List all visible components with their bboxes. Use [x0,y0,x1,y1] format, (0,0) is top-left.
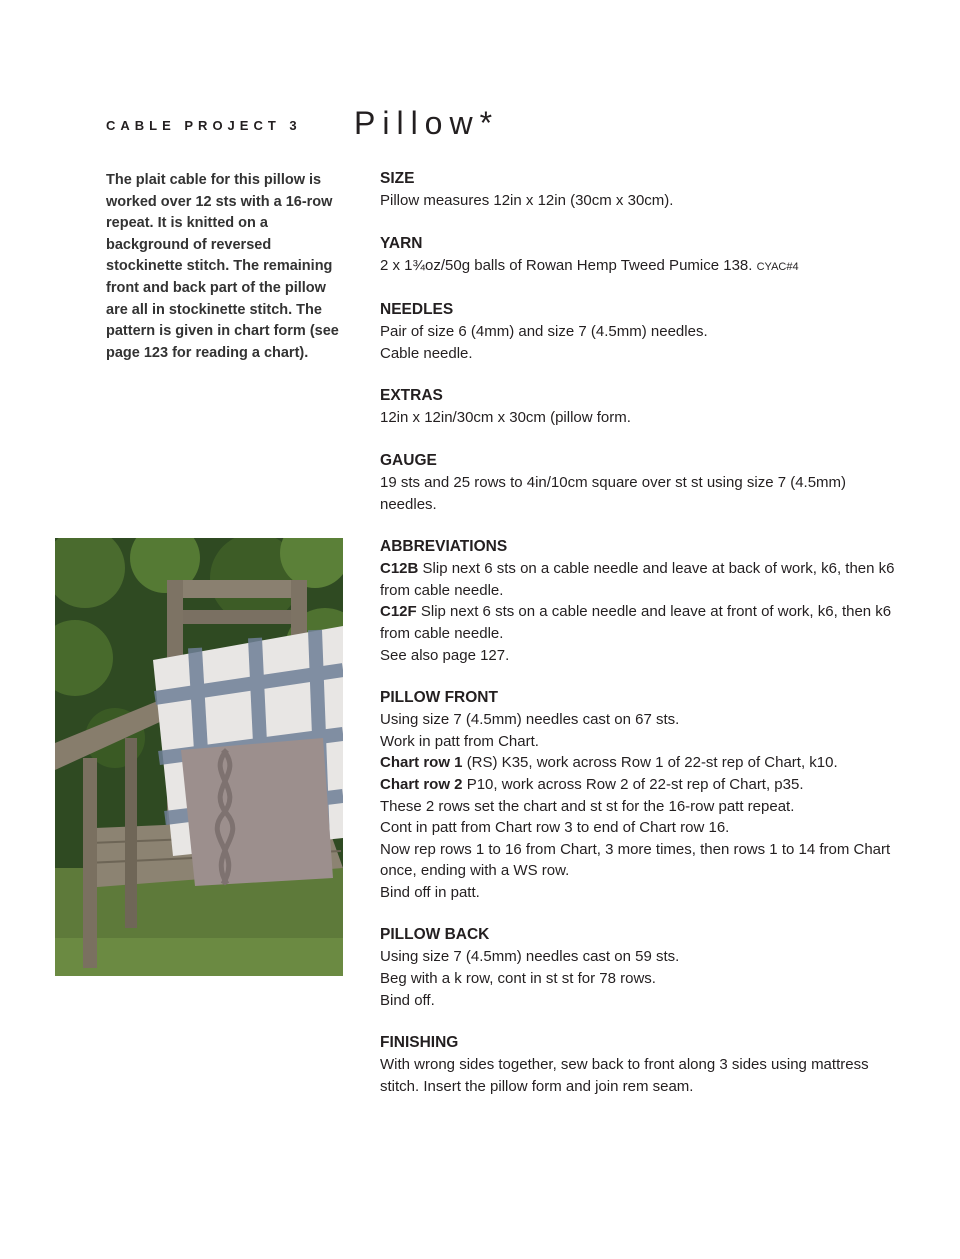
pillow-front-line: Work in patt from Chart. [380,732,539,750]
finishing-text: With wrong sides together, sew back to front along 3 sides using mattress stitch. Insert the pillow form and join rem seam. [380,1056,869,1095]
section-abbreviations [380,536,900,666]
page-title: Pillow* [354,105,500,141]
extras-heading: EXTRAS [380,387,443,405]
pillow-photo [55,538,343,976]
yarn-heading: YARN [380,234,423,252]
gauge-text: 19 sts and 25 rows to 4in/10cm square over st st using size 7 (4.5mm) needles. [380,473,847,513]
needles-line-1: Pair of size 6 (4mm) and size 7 (4.5mm) needles. [380,323,708,341]
section-extras [380,385,900,429]
abbreviation-term: C12F [380,603,417,621]
abbreviation-definition: Slip next 6 sts on a cable needle and leave at front of work, k6, then k6 from cable needle. [380,603,892,642]
needles-heading: NEEDLES [380,301,454,319]
pillow-back-line: Beg with a k row, cont in st st for 78 rows. [380,970,656,988]
abbreviation-term: C12B [380,560,419,578]
extras-text: 12in x 12in/30cm x 30cm (pillow form. [380,409,631,427]
yarn-weight-code: CYAC#4 [756,260,799,273]
chart-row-2 [380,774,900,796]
pillow-back-heading: PILLOW BACK [380,926,490,944]
section-pillow-back [380,924,900,1011]
abbreviations-note: See also page 127. [380,646,510,664]
section-size [380,168,900,212]
abbreviation-definition: Slip next 6 sts on a cable needle and leave at back of work, k6, then k6 from cable needle. [380,560,895,599]
pillow-front-line: Cont in patt from Chart row 3 to end of Chart row 16. [380,819,730,837]
size-text: Pillow measures 12in x 12in (30cm x 30cm). [380,192,674,209]
chart-row-term: Chart row 1 [380,754,463,772]
photo-illustration [55,538,343,976]
section-gauge [380,450,900,515]
pillow-front-line: Now rep rows 1 to 16 from Chart, 3 more times, then rows 1 to 14 from Chart once, ending with a WS row. [380,840,891,880]
needles-line-2: Cable needle. [380,344,473,362]
project-kicker: CABLE PROJECT 3 [106,118,302,133]
pillow-front-line: Using size 7 (4.5mm) needles cast on 67 sts. [380,711,680,729]
finishing-heading: FINISHING [380,1034,459,1052]
pillow-back-line: Using size 7 (4.5mm) needles cast on 59 sts. [380,948,680,966]
yarn-text [380,255,900,279]
section-needles [380,299,900,364]
abbreviation-c12f [380,601,900,644]
chart-row-1 [380,752,900,774]
size-heading: SIZE [380,170,415,187]
pattern-instructions [380,168,900,1118]
section-yarn [380,233,900,279]
abbreviation-c12b [380,558,900,601]
pillow-front-heading: PILLOW FRONT [380,689,498,707]
yarn-line: 2 x 1¾oz/50g balls of Rowan Hemp Tweed Pumice 138. [380,256,753,274]
chart-row-text: P10, work across Row 2 of 22-st rep of Chart, p35. [466,775,804,793]
abbreviations-heading: ABBREVIATIONS [380,538,508,556]
gauge-heading: GAUGE [380,451,437,469]
pillow-front-line: Bind off in patt. [380,883,480,901]
pillow-front-line: These 2 rows set the chart and st st for the 16-row patt repeat. [380,797,795,815]
section-pillow-front [380,687,900,903]
chart-row-term: Chart row 2 [380,775,463,793]
chart-row-text: (RS) K35, work across Row 1 of 22-st rep of Chart, k10. [466,754,838,772]
intro-paragraph: The plait cable for this pillow is worked over 12 sts with a 16-row repeat. It is knitted on a background of reversed stockinette stitch. The remaining front and back part of the pillow are all in stockinette stitch. The pattern is given in chart form (see page 123 for reading a chart). [106,172,339,361]
pillow-back-line: Bind off. [380,991,435,1009]
section-finishing [380,1032,900,1097]
